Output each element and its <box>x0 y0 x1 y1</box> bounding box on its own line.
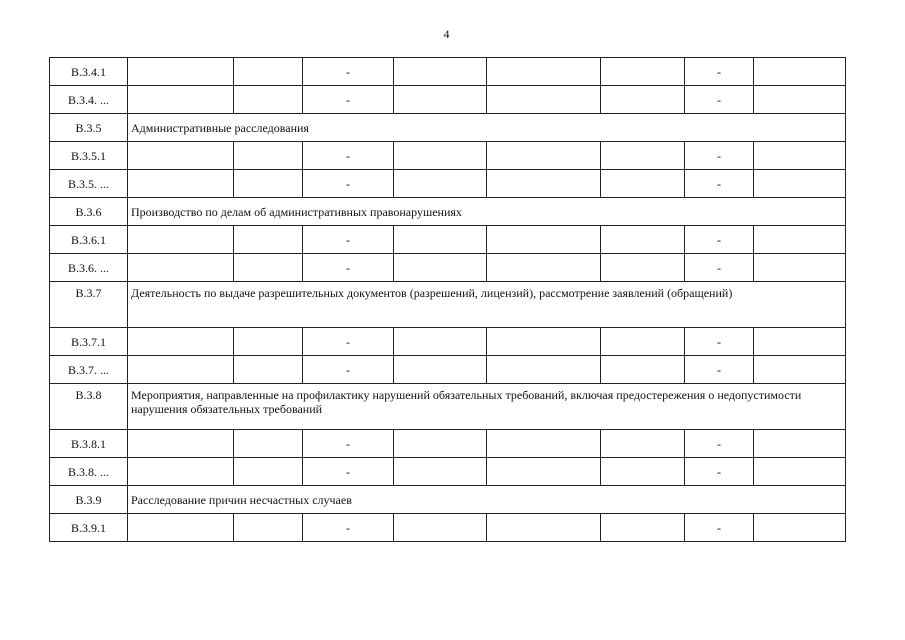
dash-cell: - <box>685 170 754 198</box>
table-row <box>50 514 846 542</box>
empty-cell <box>487 430 601 458</box>
empty-cell <box>487 356 601 384</box>
empty-cell <box>394 226 487 254</box>
empty-cell <box>234 356 303 384</box>
section-row <box>50 114 846 142</box>
empty-cell <box>234 514 303 542</box>
row-code: В.3.5. ... <box>50 170 128 198</box>
empty-cell <box>128 86 234 114</box>
empty-cell <box>754 430 846 458</box>
empty-cell <box>487 86 601 114</box>
empty-cell <box>754 514 846 542</box>
table-row <box>50 328 846 356</box>
empty-cell <box>128 58 234 86</box>
empty-cell <box>394 170 487 198</box>
empty-cell <box>394 58 487 86</box>
row-code: В.3.6.1 <box>50 226 128 254</box>
empty-cell <box>394 142 487 170</box>
row-code: В.3.4.1 <box>50 58 128 86</box>
row-code: В.3.8.1 <box>50 430 128 458</box>
dash-cell: - <box>303 430 394 458</box>
row-code: В.3.9 <box>50 486 128 514</box>
empty-cell <box>601 356 685 384</box>
dash-cell: - <box>685 226 754 254</box>
empty-cell <box>128 328 234 356</box>
empty-cell <box>234 86 303 114</box>
empty-cell <box>487 254 601 282</box>
empty-cell <box>754 86 846 114</box>
section-title: Деятельность по выдаче разрешительных документов (разрешений, лицензий), рассмотрение заявлений (обращений) <box>128 282 846 328</box>
dash-cell: - <box>303 58 394 86</box>
empty-cell <box>128 356 234 384</box>
empty-cell <box>234 328 303 356</box>
row-code: В.3.6. ... <box>50 254 128 282</box>
empty-cell <box>234 254 303 282</box>
table-row <box>50 170 846 198</box>
empty-cell <box>601 226 685 254</box>
dash-cell: - <box>685 86 754 114</box>
dash-cell: - <box>303 226 394 254</box>
empty-cell <box>128 514 234 542</box>
empty-cell <box>754 142 846 170</box>
empty-cell <box>234 458 303 486</box>
empty-cell <box>394 356 487 384</box>
empty-cell <box>394 86 487 114</box>
dash-cell: - <box>303 142 394 170</box>
row-code: В.3.7 <box>50 282 128 328</box>
row-code: В.3.8. ... <box>50 458 128 486</box>
empty-cell <box>234 58 303 86</box>
empty-cell <box>234 430 303 458</box>
empty-cell <box>487 514 601 542</box>
dash-cell: - <box>303 86 394 114</box>
empty-cell <box>601 514 685 542</box>
row-code: В.3.7.1 <box>50 328 128 356</box>
dash-cell: - <box>303 170 394 198</box>
section-row <box>50 282 846 328</box>
empty-cell <box>601 170 685 198</box>
table-row <box>50 86 846 114</box>
dash-cell: - <box>685 58 754 86</box>
dash-cell: - <box>303 328 394 356</box>
empty-cell <box>601 58 685 86</box>
row-code: В.3.5 <box>50 114 128 142</box>
empty-cell <box>487 58 601 86</box>
table-row <box>50 254 846 282</box>
empty-cell <box>394 458 487 486</box>
section-row <box>50 384 846 430</box>
empty-cell <box>754 458 846 486</box>
empty-cell <box>754 356 846 384</box>
dash-cell: - <box>685 458 754 486</box>
page-number: 4 <box>443 27 450 41</box>
table-row <box>50 458 846 486</box>
empty-cell <box>601 254 685 282</box>
dash-cell: - <box>303 458 394 486</box>
empty-cell <box>487 142 601 170</box>
row-code: В.3.8 <box>50 384 128 430</box>
table-row <box>50 142 846 170</box>
report-table <box>49 57 846 542</box>
empty-cell <box>234 226 303 254</box>
dash-cell: - <box>685 142 754 170</box>
empty-cell <box>128 170 234 198</box>
empty-cell <box>754 328 846 356</box>
empty-cell <box>394 514 487 542</box>
section-title: Административные расследования <box>128 114 846 142</box>
empty-cell <box>394 254 487 282</box>
dash-cell: - <box>303 514 394 542</box>
empty-cell <box>128 430 234 458</box>
empty-cell <box>128 458 234 486</box>
row-code: В.3.5.1 <box>50 142 128 170</box>
dash-cell: - <box>685 514 754 542</box>
dash-cell: - <box>303 356 394 384</box>
row-code: В.3.7. ... <box>50 356 128 384</box>
empty-cell <box>487 328 601 356</box>
section-row <box>50 486 846 514</box>
empty-cell <box>487 170 601 198</box>
section-title: Мероприятия, направленные на профилактику нарушений обязательных требований, включая предостережения о недопустимости нарушения обязательных требований <box>128 384 846 430</box>
dash-cell: - <box>685 430 754 458</box>
empty-cell <box>754 254 846 282</box>
section-title: Расследование причин несчастных случаев <box>128 486 846 514</box>
empty-cell <box>754 58 846 86</box>
empty-cell <box>394 328 487 356</box>
table-row <box>50 430 846 458</box>
row-code: В.3.4. ... <box>50 86 128 114</box>
empty-cell <box>754 226 846 254</box>
dash-cell: - <box>685 254 754 282</box>
dash-cell: - <box>685 356 754 384</box>
empty-cell <box>487 226 601 254</box>
table-row <box>50 226 846 254</box>
empty-cell <box>601 328 685 356</box>
dash-cell: - <box>303 254 394 282</box>
empty-cell <box>601 458 685 486</box>
empty-cell <box>754 170 846 198</box>
empty-cell <box>601 86 685 114</box>
empty-cell <box>487 458 601 486</box>
row-code: В.3.9.1 <box>50 514 128 542</box>
empty-cell <box>394 430 487 458</box>
empty-cell <box>234 142 303 170</box>
empty-cell <box>128 226 234 254</box>
empty-cell <box>128 254 234 282</box>
row-code: В.3.6 <box>50 198 128 226</box>
empty-cell <box>128 142 234 170</box>
table-row <box>50 58 846 86</box>
empty-cell <box>234 170 303 198</box>
table-body <box>50 58 846 542</box>
section-row <box>50 198 846 226</box>
dash-cell: - <box>685 328 754 356</box>
table-row <box>50 356 846 384</box>
empty-cell <box>601 142 685 170</box>
section-title: Производство по делам об административных правонарушениях <box>128 198 846 226</box>
empty-cell <box>601 430 685 458</box>
